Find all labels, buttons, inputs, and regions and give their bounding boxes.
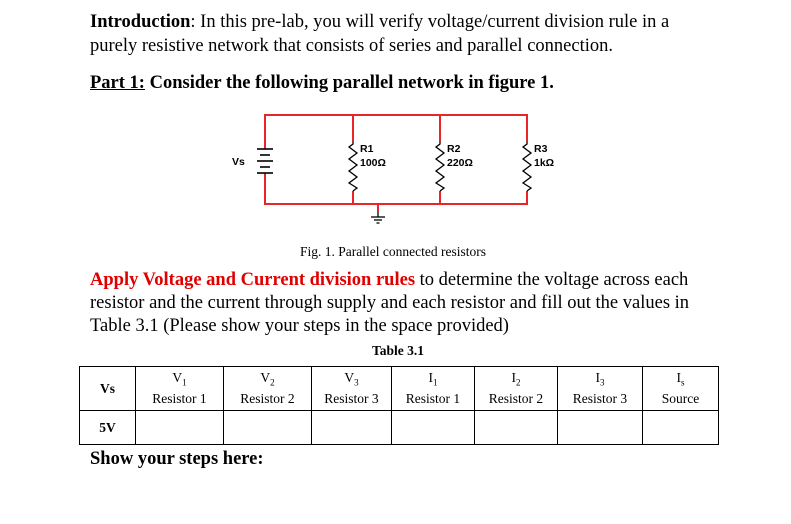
show-steps-heading: Show your steps here: (90, 449, 264, 469)
row-vs-value: 5V (80, 411, 136, 445)
circuit-wires (265, 115, 527, 212)
r1-value: 100Ω (360, 157, 386, 169)
header-i2: $I_2$ Resistor 2 (475, 367, 558, 411)
header-v1: $V_1$ Resistor 1 (136, 367, 224, 411)
r3-name: R3 (534, 143, 548, 155)
header-i3: $I_3$ Resistor 3 (558, 367, 643, 411)
cell-i3[interactable] (558, 411, 643, 445)
parallel-circuit-diagram (220, 108, 560, 233)
header-i1: $I_1$ Resistor 1 (392, 367, 475, 411)
header-v1-desc: Resistor 1 (152, 390, 207, 406)
intro-label: Introduction (90, 12, 191, 32)
battery-vs (257, 149, 273, 173)
source-label: Vs (232, 156, 245, 168)
header-vs: Vs (80, 367, 136, 411)
instructions-line-3: Table 3.1 (Please show your steps in the space provided) (90, 316, 509, 336)
r3-value: 1kΩ (534, 157, 555, 169)
intro-line-1 (90, 11, 669, 33)
instructions-highlight: Apply Voltage and Current division rules (90, 270, 416, 290)
cell-v2[interactable] (224, 411, 312, 445)
header-i3-desc: Resistor 3 (572, 390, 628, 406)
part1-label: Part 1: (90, 73, 145, 93)
table-3-1 (79, 366, 719, 445)
instructions-line1-rest: to determine the voltage across each (415, 270, 689, 290)
header-v2-desc: Resistor 2 (240, 390, 295, 406)
r2-value: 220Ω (447, 157, 473, 169)
header-v2: $V_2$ Resistor 2 (224, 367, 312, 411)
intro-line-2: purely resistive network that consists of series and parallel connection. (90, 36, 613, 56)
resistor-r1 (349, 141, 357, 191)
cell-is[interactable] (643, 411, 719, 445)
header-v3-desc: Resistor 3 (324, 390, 379, 406)
cell-i2[interactable] (475, 411, 558, 445)
header-is-desc: Source (661, 390, 700, 406)
part1-heading (90, 72, 554, 94)
header-v3: $V_3$ Resistor 3 (312, 367, 392, 411)
table-title: Table 3.1 (372, 343, 425, 358)
resistor-r3 (523, 141, 531, 191)
cell-v3[interactable] (312, 411, 392, 445)
instructions-line-1 (90, 269, 688, 291)
cell-i1[interactable] (392, 411, 475, 445)
table-row (80, 411, 719, 445)
header-i1-desc: Resistor 1 (405, 390, 461, 406)
ground-icon (371, 212, 385, 223)
figure-caption: Fig. 1. Parallel connected resistors (300, 244, 486, 259)
cell-v1[interactable] (136, 411, 224, 445)
instructions-line-2: resistor and the current through supply and each resistor and fill out the values in (90, 293, 690, 313)
part1-text: Consider the following parallel network in figure 1. (144, 73, 554, 93)
table-header-row (80, 367, 719, 411)
intro-text-1: : In this pre-lab, you will verify voltage/current division rule in a (190, 12, 670, 32)
header-is: $I_s$ Source (643, 367, 719, 411)
header-i2-desc: Resistor 2 (488, 390, 544, 406)
resistor-r2 (436, 141, 444, 191)
r1-name: R1 (360, 143, 374, 155)
r2-name: R2 (447, 143, 461, 155)
